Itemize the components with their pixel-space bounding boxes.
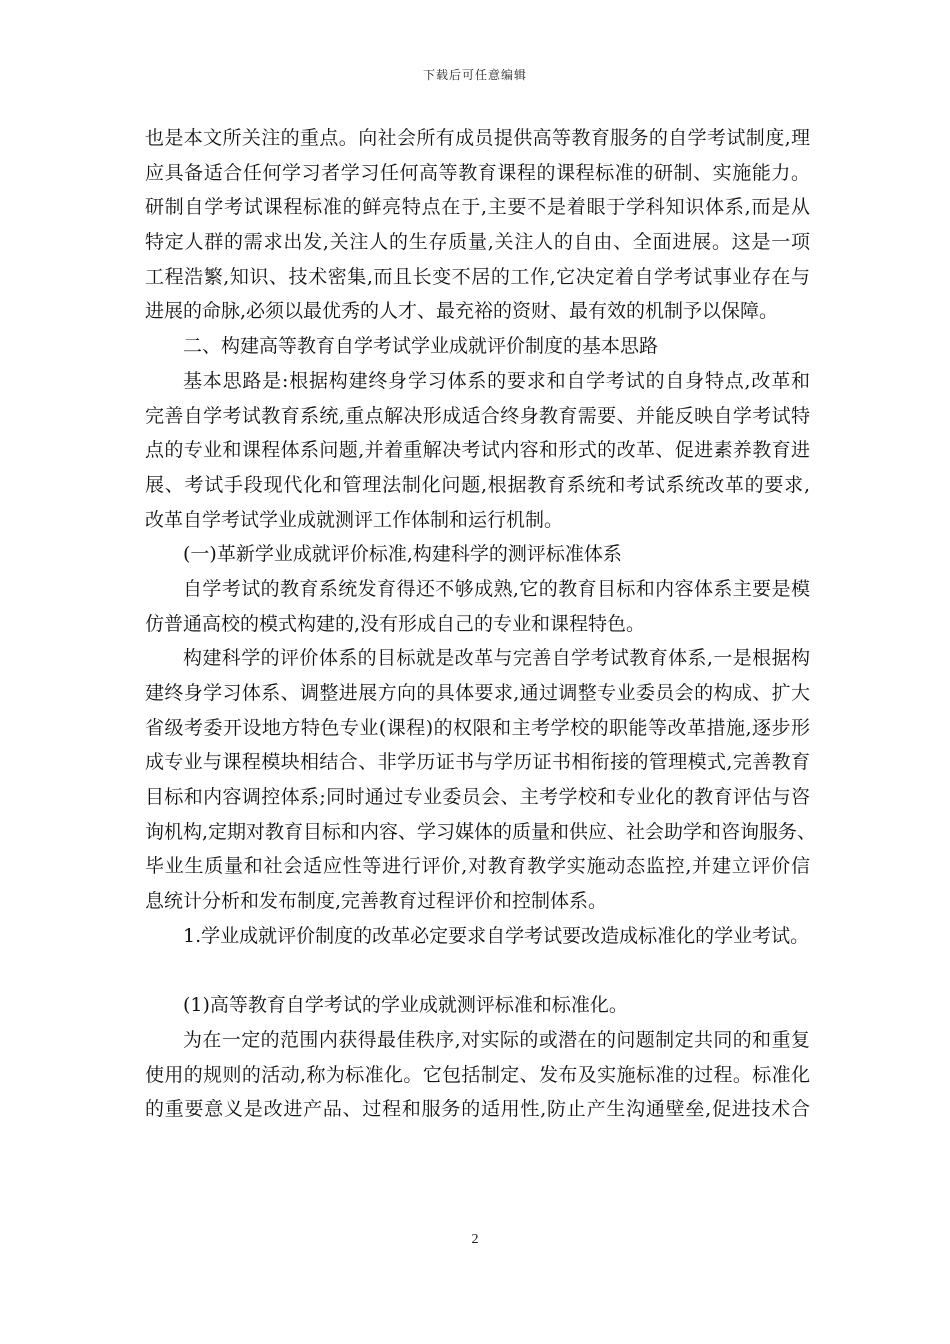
text-line: 目标和内容调控体系;同时通过专业委员会、主考学校和专业化的教育评估与咨: [145, 786, 810, 809]
page-number: 2: [471, 1232, 479, 1247]
page-header: 下载后可任意编辑: [422, 68, 527, 82]
text-line: 完善自学考试教育系统,重点解决形成适合终身教育需要、并能反映自学考试特: [145, 404, 810, 427]
text-line: 点的专业和课程体系问题,并着重解决考试内容和形式的改革、促进素养教育进: [145, 439, 810, 462]
text-line: 毕业生质量和社会适应性等进行评价,对教育教学实施动态监控,并建立评价信: [145, 855, 810, 878]
text-line: 研制自学考试课程标准的鲜亮特点在于,主要不是着眼于学科知识体系,而是从: [145, 196, 810, 219]
text-line: 为在一定的范围内获得最佳秩序,对实际的或潜在的问题制定共同的和重复: [183, 1028, 810, 1051]
section-heading: 二、构建高等教育自学考试学业成就评价制度的基本思路: [183, 335, 659, 358]
text-line: 仿普通高校的模式构建的,没有形成自己的专业和课程特色。: [145, 612, 646, 635]
subsection-heading: (一)革新学业成就评价标准,构建科学的测评标准体系: [183, 543, 622, 566]
text-line: 省级考委开设地方特色专业(课程)的权限和主考学校的职能等改革措施,逐步形: [145, 716, 810, 739]
text-line: 询机构,定期对教育目标和内容、学习媒体的质量和供应、社会助学和咨询服务、: [145, 820, 817, 843]
text-line: 自学考试的教育系统发育得还不够成熟,它的教育目标和内容体系主要是模: [183, 577, 810, 600]
text-line: 息统计分析和发布制度,完善教育过程评价和控制体系。: [145, 890, 608, 913]
text-line: 也是本文所关注的重点。向社会所有成员提供高等教育服务的自学考试制度,理: [145, 127, 810, 149]
numbered-point: 1.学业成就评价制度的改革必定要求自学考试要改造成标准化的学业考试。: [183, 924, 810, 947]
text-line: 构建科学的评价体系的目标就是改革与完善自学考试教育体系,一是根据构: [183, 647, 810, 670]
body-text: [145, 121, 817, 1127]
text-line: 建终身学习体系、调整进展方向的具体要求,通过调整专业委员会的构成、扩大: [145, 682, 810, 704]
text-line: 基本思路是:根据构建终身学习体系的要求和自学考试的自身特点,改革和: [183, 369, 810, 392]
text-line: 成专业与课程模块相结合、非学历证书与学历证书相衔接的管理模式,完善教育: [145, 751, 810, 774]
text-line: 使用的规则的活动,称为标准化。它包括制定、发布及实施标准的过程。标准化: [145, 1063, 810, 1086]
text-line: 工程浩繁,知识、技术密集,而且长变不居的工作,它决定着自学考试事业存在与: [145, 265, 810, 288]
numbered-subpoint: (1)高等教育自学考试的学业成就测评标准和标准化。: [183, 994, 628, 1017]
text-line: 改革自学考试学业成就测评工作体制和运行机制。: [145, 508, 564, 531]
text-line: 应具备适合任何学习者学习任何高等教育课程的课程标准的研制、实施能力。: [145, 161, 810, 184]
text-line: 的重要意义是改进产品、过程和服务的适用性,防止产生沟通壁垒,促进技术合: [145, 1098, 810, 1121]
text-line: 展、考试手段现代化和管理法制化问题,根据教育系统和考试系统改革的要求,: [145, 473, 810, 496]
text-line: 特定人群的需求出发,关注人的生存质量,关注人的自由、全面进展。这是一项: [145, 231, 810, 254]
blank-line: [145, 954, 810, 989]
text-line: 进展的命脉,必须以最优秀的人才、最充裕的资财、最有效的机制予以保障。: [145, 300, 779, 323]
